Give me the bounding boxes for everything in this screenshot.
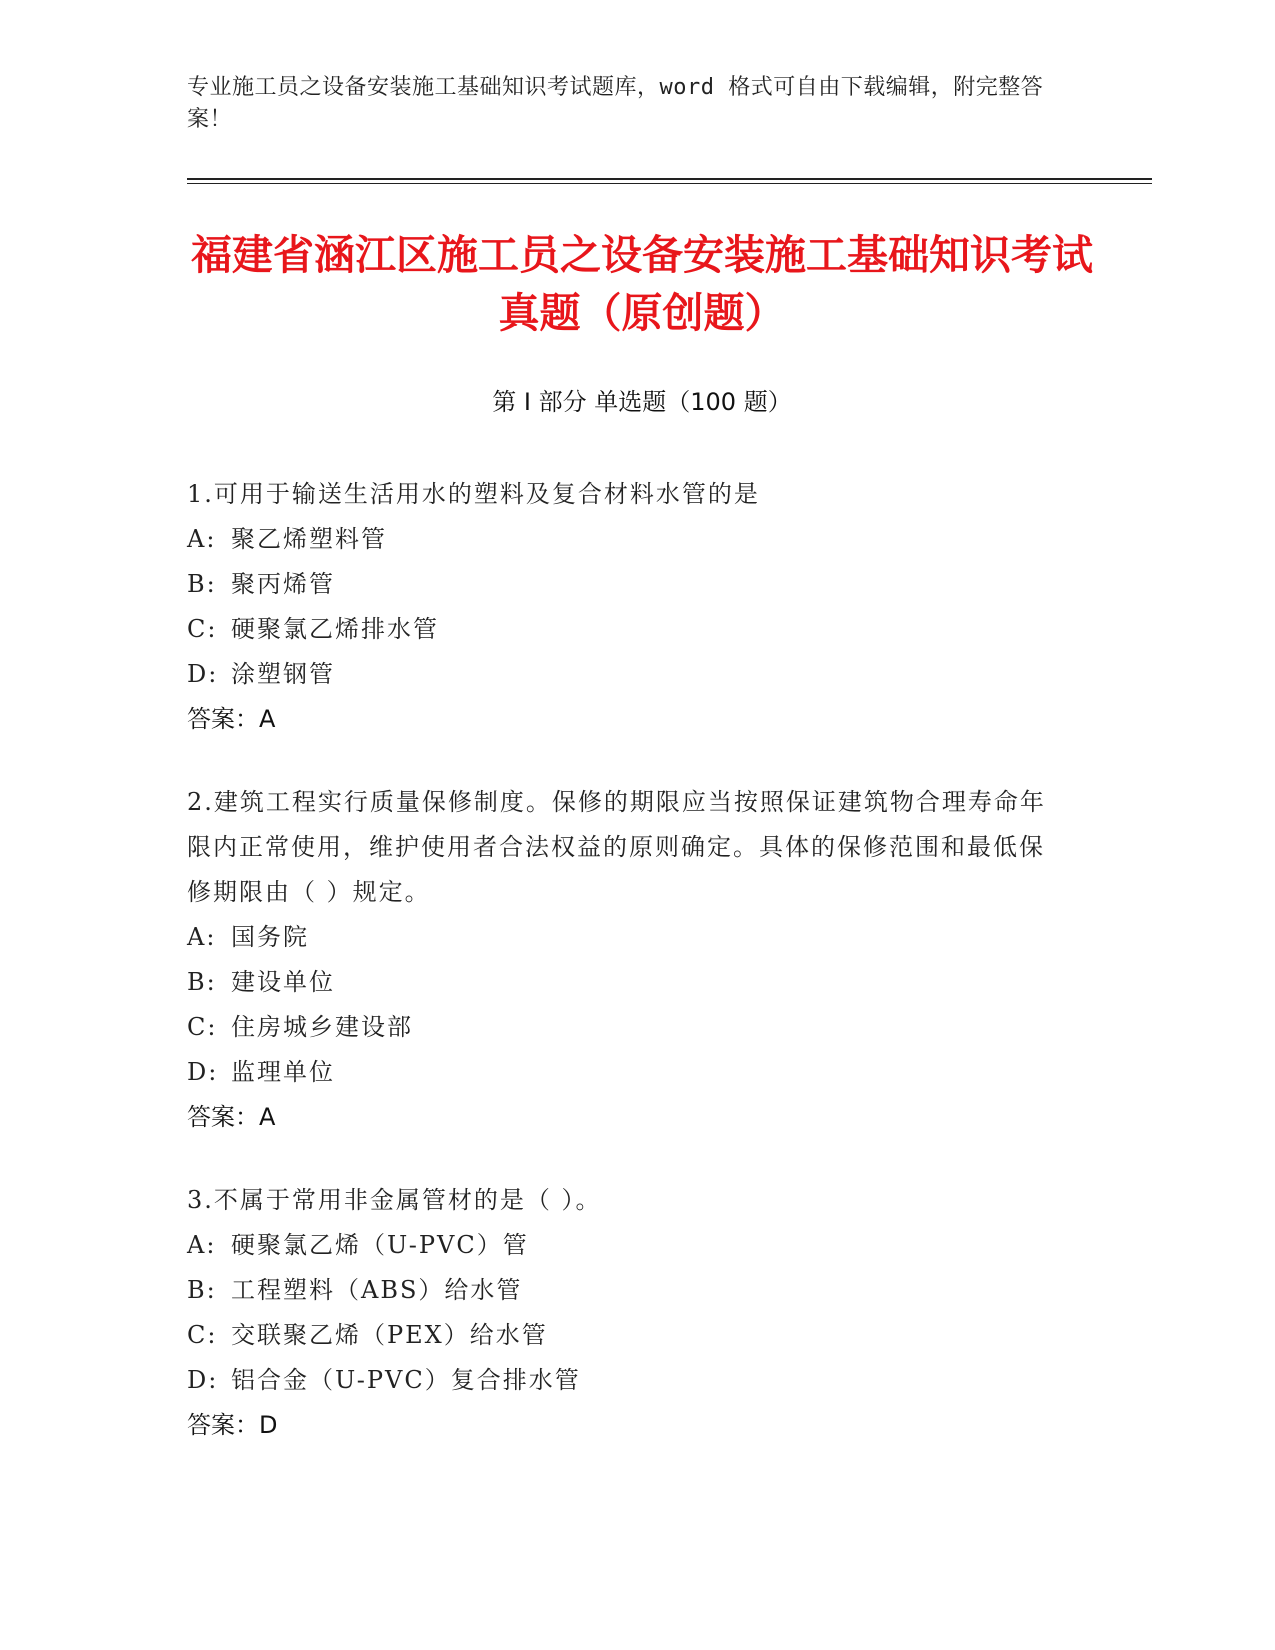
option-d [187, 652, 1067, 697]
header-divider-thick [187, 178, 1152, 180]
option-b [187, 1268, 1067, 1313]
option-c [187, 607, 1067, 652]
option-d [187, 1050, 1067, 1095]
option-text: 聚丙烯管 [231, 570, 335, 598]
question-stem: 2.建筑工程实行质量保修制度。保修的期限应当按照保证建筑物合理寿命年限内正常使用，维护使用者合法权益的原则确定。具体的保修范围和最低保修期限由（ ）规定。 [187, 788, 1046, 906]
option-key: C: [187, 615, 218, 643]
option-key: C: [187, 1013, 218, 1041]
question-list [187, 472, 1067, 1486]
option-c [187, 1005, 1067, 1050]
question-item [187, 780, 1067, 1140]
option-text: 住房城乡建设部 [231, 1013, 413, 1041]
option-b [187, 960, 1067, 1005]
option-text: 硬聚氯乙烯排水管 [231, 615, 439, 643]
answer-line: 答案：D [187, 1411, 278, 1439]
option-key: D: [187, 1366, 219, 1394]
option-text: 硬聚氯乙烯（U-PVC）管 [231, 1231, 529, 1259]
option-key: D: [187, 660, 219, 688]
option-a [187, 1223, 1067, 1268]
option-text: 监理单位 [231, 1058, 335, 1086]
option-key: A: [187, 525, 217, 553]
option-key: A: [187, 1231, 217, 1259]
question-item [187, 1178, 1067, 1448]
option-key: B: [187, 1276, 217, 1304]
option-c [187, 1313, 1067, 1358]
header-divider-thin [187, 183, 1152, 184]
option-d [187, 1358, 1067, 1403]
answer-line: 答案：A [187, 705, 276, 733]
option-b [187, 562, 1067, 607]
option-text: 聚乙烯塑料管 [231, 525, 387, 553]
question-stem: 1.可用于输送生活用水的塑料及复合材料水管的是 [187, 480, 760, 508]
option-text: 国务院 [231, 923, 309, 951]
option-key: B: [187, 570, 217, 598]
option-a [187, 517, 1067, 562]
question-item [187, 472, 1067, 742]
option-text: 工程塑料（ABS）给水管 [231, 1276, 523, 1304]
option-text: 建设单位 [231, 968, 335, 996]
option-key: A: [187, 923, 217, 951]
option-key: C: [187, 1321, 218, 1349]
option-key: B: [187, 968, 217, 996]
header-note: 专业施工员之设备安装施工基础知识考试题库，word 格式可自由下载编辑，附完整答案！ [187, 75, 1044, 132]
option-a [187, 915, 1067, 960]
section-heading: 第 I 部分 单选题（100 题） [492, 388, 792, 416]
option-text: 涂塑钢管 [231, 660, 335, 688]
question-stem: 3.不属于常用非金属管材的是（ ）。 [187, 1186, 602, 1214]
option-text: 交联聚乙烯（PEX）给水管 [231, 1321, 548, 1349]
option-key: D: [187, 1058, 219, 1086]
answer-line: 答案：A [187, 1103, 276, 1131]
document-title: 福建省涵江区施工员之设备安装施工基础知识考试真题（原创题） [191, 231, 1093, 337]
option-text: 铝合金（U-PVC）复合排水管 [231, 1366, 581, 1394]
